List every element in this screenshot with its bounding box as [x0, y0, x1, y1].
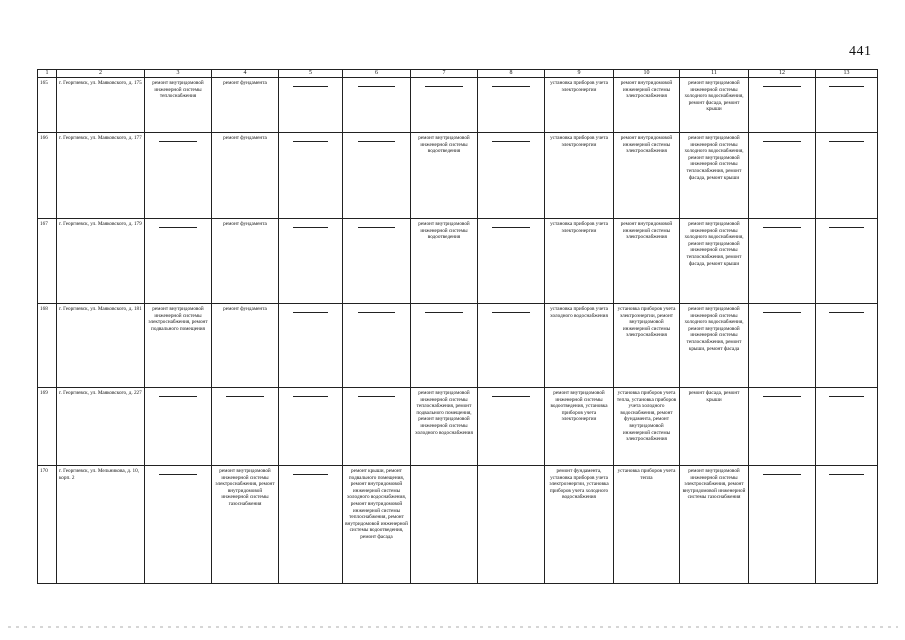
- cell-col-5: [279, 78, 343, 133]
- empty-dash: [829, 312, 863, 313]
- col-header-8: 8: [478, 70, 545, 78]
- col-header-9: 9: [545, 70, 614, 78]
- table-row: [38, 466, 878, 584]
- cell-col-9: установка приборов учета электроэнергии: [545, 78, 614, 133]
- table-row: [38, 133, 878, 219]
- empty-dash: [492, 86, 529, 87]
- cell-col-12: [749, 388, 816, 466]
- cell-col-4: ремонт фундамента: [212, 304, 279, 388]
- cell-col-12: [749, 219, 816, 304]
- column-number-row: [38, 70, 878, 78]
- cell-col-9: установка приборов учета электроэнергии: [545, 219, 614, 304]
- cell-col-7: [411, 304, 478, 388]
- cell-col-4: ремонт фундамента: [212, 133, 279, 219]
- row-number: 168: [38, 304, 57, 388]
- address-cell: г. Георгиевск, ул. Мельникова, д. 10, корп. 2: [57, 466, 145, 584]
- cell-col-11: ремонт внутридомовой инженерной системы холодного водоснабжения, ремонт фасада, ремонт крыши: [680, 78, 749, 133]
- col-header-2: 2: [57, 70, 145, 78]
- cell-col-6: [343, 388, 411, 466]
- empty-dash: [358, 141, 396, 142]
- cell-col-9: установка приборов учета электроэнергии: [545, 133, 614, 219]
- col-header-6: 6: [343, 70, 411, 78]
- empty-dash: [492, 312, 529, 313]
- cell-col-11: ремонт внутридомовой инженерной системы холодного водоснабжения, ремонт внутридомовой инженерной системы теплоснабжения, ремонт фасада, ремонт крыши: [680, 133, 749, 219]
- cell-col-8: [478, 388, 545, 466]
- cell-col-9: ремонт внутридомовой инженерной системы водоотведения, установка приборов учета электроэнергии: [545, 388, 614, 466]
- cell-col-4: ремонт фундамента: [212, 219, 279, 304]
- cell-col-5: [279, 388, 343, 466]
- cell-col-9: установка приборов учета холодного водоснабжения: [545, 304, 614, 388]
- empty-dash: [226, 396, 263, 397]
- address-cell: г. Георгиевск, ул. Маяковского, д. 179: [57, 219, 145, 304]
- cell-col-3: ремонт внутридомовой инженерной системы теплоснабжения: [145, 78, 212, 133]
- empty-dash: [763, 312, 800, 313]
- cell-col-12: [749, 466, 816, 584]
- empty-dash: [829, 227, 863, 228]
- cell-col-4: [212, 388, 279, 466]
- cell-col-10: ремонт внутридомовой инженерной системы электроснабжения: [614, 219, 680, 304]
- empty-dash: [763, 227, 800, 228]
- col-header-3: 3: [145, 70, 212, 78]
- empty-dash: [492, 141, 529, 142]
- cell-col-7: [411, 78, 478, 133]
- cell-col-3: [145, 133, 212, 219]
- empty-dash: [829, 396, 863, 397]
- cell-col-8: [478, 304, 545, 388]
- empty-dash: [829, 86, 863, 87]
- cell-col-7: [411, 466, 478, 584]
- cell-col-5: [279, 219, 343, 304]
- cell-col-11: ремонт внутридомовой инженерной системы холодного водоснабжения, ремонт внутридомовой инженерной системы теплоснабжения, ремонт фасада, ремонт крыши: [680, 219, 749, 304]
- cell-col-9: ремонт фундамента, установка приборов учета электроэнергии, установка приборов учета холодного водоснабжения: [545, 466, 614, 584]
- scan-artifact-line: [8, 626, 898, 628]
- cell-col-4: ремонт внутридомовой инженерной системы электроснабжения, ремонт внутридомовой инженерной системы газоснабжения: [212, 466, 279, 584]
- col-header-13: 13: [816, 70, 878, 78]
- empty-dash: [763, 86, 800, 87]
- row-number: 167: [38, 219, 57, 304]
- empty-dash: [293, 396, 328, 397]
- row-number: 170: [38, 466, 57, 584]
- row-number: 169: [38, 388, 57, 466]
- cell-col-3: [145, 388, 212, 466]
- cell-col-6: [343, 219, 411, 304]
- empty-dash: [829, 474, 863, 475]
- col-header-1: 1: [38, 70, 57, 78]
- col-header-11: 11: [680, 70, 749, 78]
- cell-col-8: [478, 133, 545, 219]
- cell-col-13: [816, 219, 878, 304]
- empty-dash: [358, 396, 396, 397]
- cell-col-12: [749, 78, 816, 133]
- cell-col-13: [816, 78, 878, 133]
- cell-col-5: [279, 466, 343, 584]
- empty-dash: [293, 141, 328, 142]
- cell-col-5: [279, 304, 343, 388]
- cell-col-10: установка приборов учета тепла, установка приборов учета холодного водоснабжения, ремонт фундамента, ремонт внутридомовой инженерной системы электроснабжения: [614, 388, 680, 466]
- table-row: [38, 78, 878, 133]
- cell-col-4: ремонт фундамента: [212, 78, 279, 133]
- address-cell: г. Георгиевск, ул. Маяковского, д. 227: [57, 388, 145, 466]
- cell-col-5: [279, 133, 343, 219]
- table-row: [38, 304, 878, 388]
- address-cell: г. Георгиевск, ул. Маяковского, д. 175: [57, 78, 145, 133]
- cell-col-10: ремонт внутридомовой инженерной системы электроснабжения: [614, 78, 680, 133]
- empty-dash: [492, 396, 529, 397]
- cell-col-13: [816, 388, 878, 466]
- row-number: 165: [38, 78, 57, 133]
- empty-dash: [159, 474, 196, 475]
- repair-schedule-table: [37, 69, 878, 584]
- empty-dash: [159, 396, 196, 397]
- cell-col-10: установка приборов учета электроэнергии, ремонт внутридомовой инженерной системы электроснабжения: [614, 304, 680, 388]
- empty-dash: [425, 312, 462, 313]
- empty-dash: [293, 86, 328, 87]
- cell-col-3: ремонт внутридомовой инженерной системы электроснабжения, ремонт подвального помещения: [145, 304, 212, 388]
- cell-col-7: ремонт внутридомовой инженерной системы водоотведения: [411, 133, 478, 219]
- address-cell: г. Георгиевск, ул. Маяковского, д. 181: [57, 304, 145, 388]
- cell-col-3: [145, 466, 212, 584]
- cell-col-13: [816, 466, 878, 584]
- cell-col-8: [478, 78, 545, 133]
- cell-col-11: ремонт фасада, ремонт крыши: [680, 388, 749, 466]
- cell-col-7: ремонт внутридомовой инженерной системы теплоснабжения, ремонт подвального помещения, ремонт внутридомовой инженерной системы холодного водоснабжения: [411, 388, 478, 466]
- empty-dash: [763, 141, 800, 142]
- row-number: 166: [38, 133, 57, 219]
- cell-col-12: [749, 304, 816, 388]
- empty-dash: [492, 227, 529, 228]
- col-header-5: 5: [279, 70, 343, 78]
- empty-dash: [358, 227, 396, 228]
- cell-col-6: [343, 133, 411, 219]
- cell-col-11: ремонт внутридомовой инженерной системы холодного водоснабжения, ремонт внутридомовой инженерной системы теплоснабжения, ремонт крыши, ремонт фасада: [680, 304, 749, 388]
- table-row: [38, 219, 878, 304]
- cell-col-13: [816, 133, 878, 219]
- empty-dash: [159, 141, 196, 142]
- cell-col-3: [145, 219, 212, 304]
- empty-dash: [763, 396, 800, 397]
- col-header-7: 7: [411, 70, 478, 78]
- empty-dash: [293, 227, 328, 228]
- empty-dash: [293, 312, 328, 313]
- empty-dash: [358, 86, 396, 87]
- cell-col-11: ремонт внутридомовой инженерной системы электроснабжения, ремонт внутридомовой инженерной системы газоснабжения: [680, 466, 749, 584]
- cell-col-8: [478, 219, 545, 304]
- cell-col-6: [343, 78, 411, 133]
- cell-col-10: установка приборов учета тепла: [614, 466, 680, 584]
- col-header-10: 10: [614, 70, 680, 78]
- col-header-12: 12: [749, 70, 816, 78]
- empty-dash: [293, 474, 328, 475]
- cell-col-8: [478, 466, 545, 584]
- cell-col-7: ремонт внутридомовой инженерной системы водоотведения: [411, 219, 478, 304]
- cell-col-13: [816, 304, 878, 388]
- empty-dash: [829, 141, 863, 142]
- empty-dash: [358, 312, 396, 313]
- empty-dash: [763, 474, 800, 475]
- address-cell: г. Георгиевск, ул. Маяковского, д. 177: [57, 133, 145, 219]
- empty-dash: [159, 227, 196, 228]
- empty-dash: [425, 86, 462, 87]
- cell-col-12: [749, 133, 816, 219]
- table-row: [38, 388, 878, 466]
- cell-col-6: ремонт крыши, ремонт подвального помещения, ремонт внутридомовой инженерной системы холодного водоснабжения, ремонт внутридомовой инженерной системы теплоснабжения, ремонт внутридомовой инженерной системы водоотведения, ремонт фасада: [343, 466, 411, 584]
- col-header-4: 4: [212, 70, 279, 78]
- page-number: 441: [849, 44, 872, 59]
- cell-col-10: ремонт внутридомовой инженерной системы электроснабжения: [614, 133, 680, 219]
- cell-col-6: [343, 304, 411, 388]
